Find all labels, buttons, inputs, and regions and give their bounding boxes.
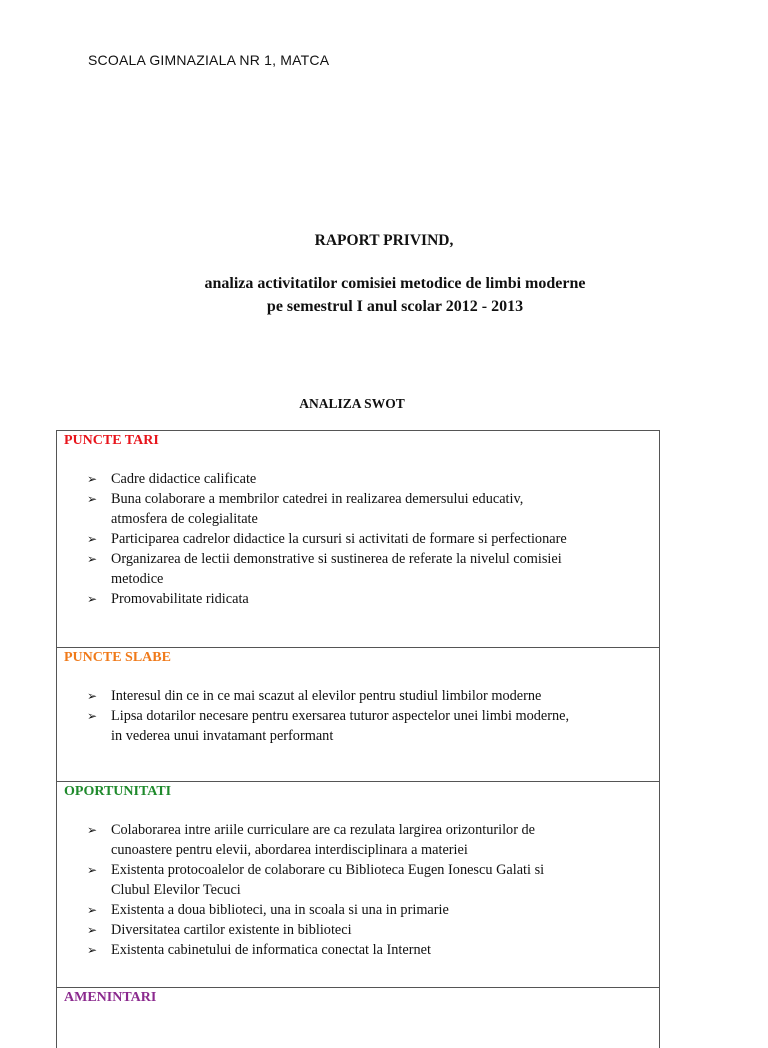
swot-section-threats — [57, 988, 659, 1048]
arrow-bullet-icon: ➢ — [87, 923, 98, 937]
arrow-bullet-icon: ➢ — [87, 863, 98, 877]
swot-heading: ANALIZA SWOT — [299, 396, 405, 411]
arrow-bullet-icon: ➢ — [87, 709, 98, 723]
report-title: RAPORT PRIVIND, — [314, 232, 454, 249]
list-item: ➢ Buna colaborare a membrilor catedrei in realizarea demersului educativ, atmosfera de colegialitate — [87, 491, 524, 527]
arrow-bullet-icon: ➢ — [87, 943, 98, 957]
arrow-bullet-icon: ➢ — [87, 472, 98, 486]
section-title: AMENINTARI — [64, 990, 157, 1005]
report-subtitle — [0, 272, 768, 318]
arrow-bullet-icon: ➢ — [87, 552, 98, 566]
list-item: ➢ Participarea cadrelor didactice la cursuri si activitati de formare si perfectionare — [87, 531, 567, 547]
arrow-bullet-icon: ➢ — [87, 592, 98, 606]
list-item: ➢ Existenta protocoalelor de colaborare cu Biblioteca Eugen Ionescu Galati si Clubul Elevilor Tecuci — [87, 862, 545, 898]
list-item: ➢ Organizarea de lectii demonstrative si sustinerea de referate la nivelul comisiei metodice — [87, 551, 562, 587]
list-item: ➢ Promovabilitate ridicata — [87, 591, 249, 607]
list-item: ➢ Existenta a doua biblioteci, una in scoala si una in primarie — [87, 902, 449, 918]
arrow-bullet-icon: ➢ — [87, 903, 98, 917]
school-name: SCOALA GIMNAZIALA NR 1, MATCA — [88, 52, 330, 68]
list-item: ➢ Existenta cabinetului de informatica conectat la Internet — [87, 942, 431, 958]
section-title: PUNCTE SLABE — [64, 650, 171, 665]
swot-table — [56, 430, 660, 1048]
list-item: ➢ Lipsa dotarilor necesare pentru exersarea tuturor aspectelor unei limbi moderne, in vederea unui invatamant performant — [87, 708, 570, 744]
swot-section-strengths — [57, 431, 659, 648]
arrow-bullet-icon: ➢ — [87, 823, 98, 837]
section-title: PUNCTE TARI — [64, 433, 159, 448]
section-title: OPORTUNITATI — [64, 784, 172, 799]
swot-section-opportunities — [57, 782, 659, 988]
list-item: ➢ Interesul din ce in ce mai scazut al elevilor pentru studiul limbilor moderne — [87, 688, 542, 704]
subtitle-line-1: analiza activitatilor comisiei metodice de limbi moderne — [204, 275, 586, 292]
subtitle-line-2: pe semestrul I anul scolar 2012 - 2013 — [266, 298, 524, 315]
section-items — [87, 469, 651, 609]
arrow-bullet-icon: ➢ — [87, 689, 98, 703]
section-items — [87, 820, 651, 960]
list-item: ➢ Colaborarea intre ariile curriculare are ca rezulata largirea orizonturilor de cunoastere pentru elevii, abordarea interdisciplinara a materiei — [87, 822, 536, 858]
list-item: ➢ Cadre didactice calificate — [87, 471, 257, 487]
section-items — [87, 686, 651, 746]
arrow-bullet-icon: ➢ — [87, 532, 98, 546]
list-item: ➢ Diversitatea cartilor existente in biblioteci — [87, 922, 352, 938]
arrow-bullet-icon: ➢ — [87, 492, 98, 506]
swot-section-weaknesses — [57, 648, 659, 782]
